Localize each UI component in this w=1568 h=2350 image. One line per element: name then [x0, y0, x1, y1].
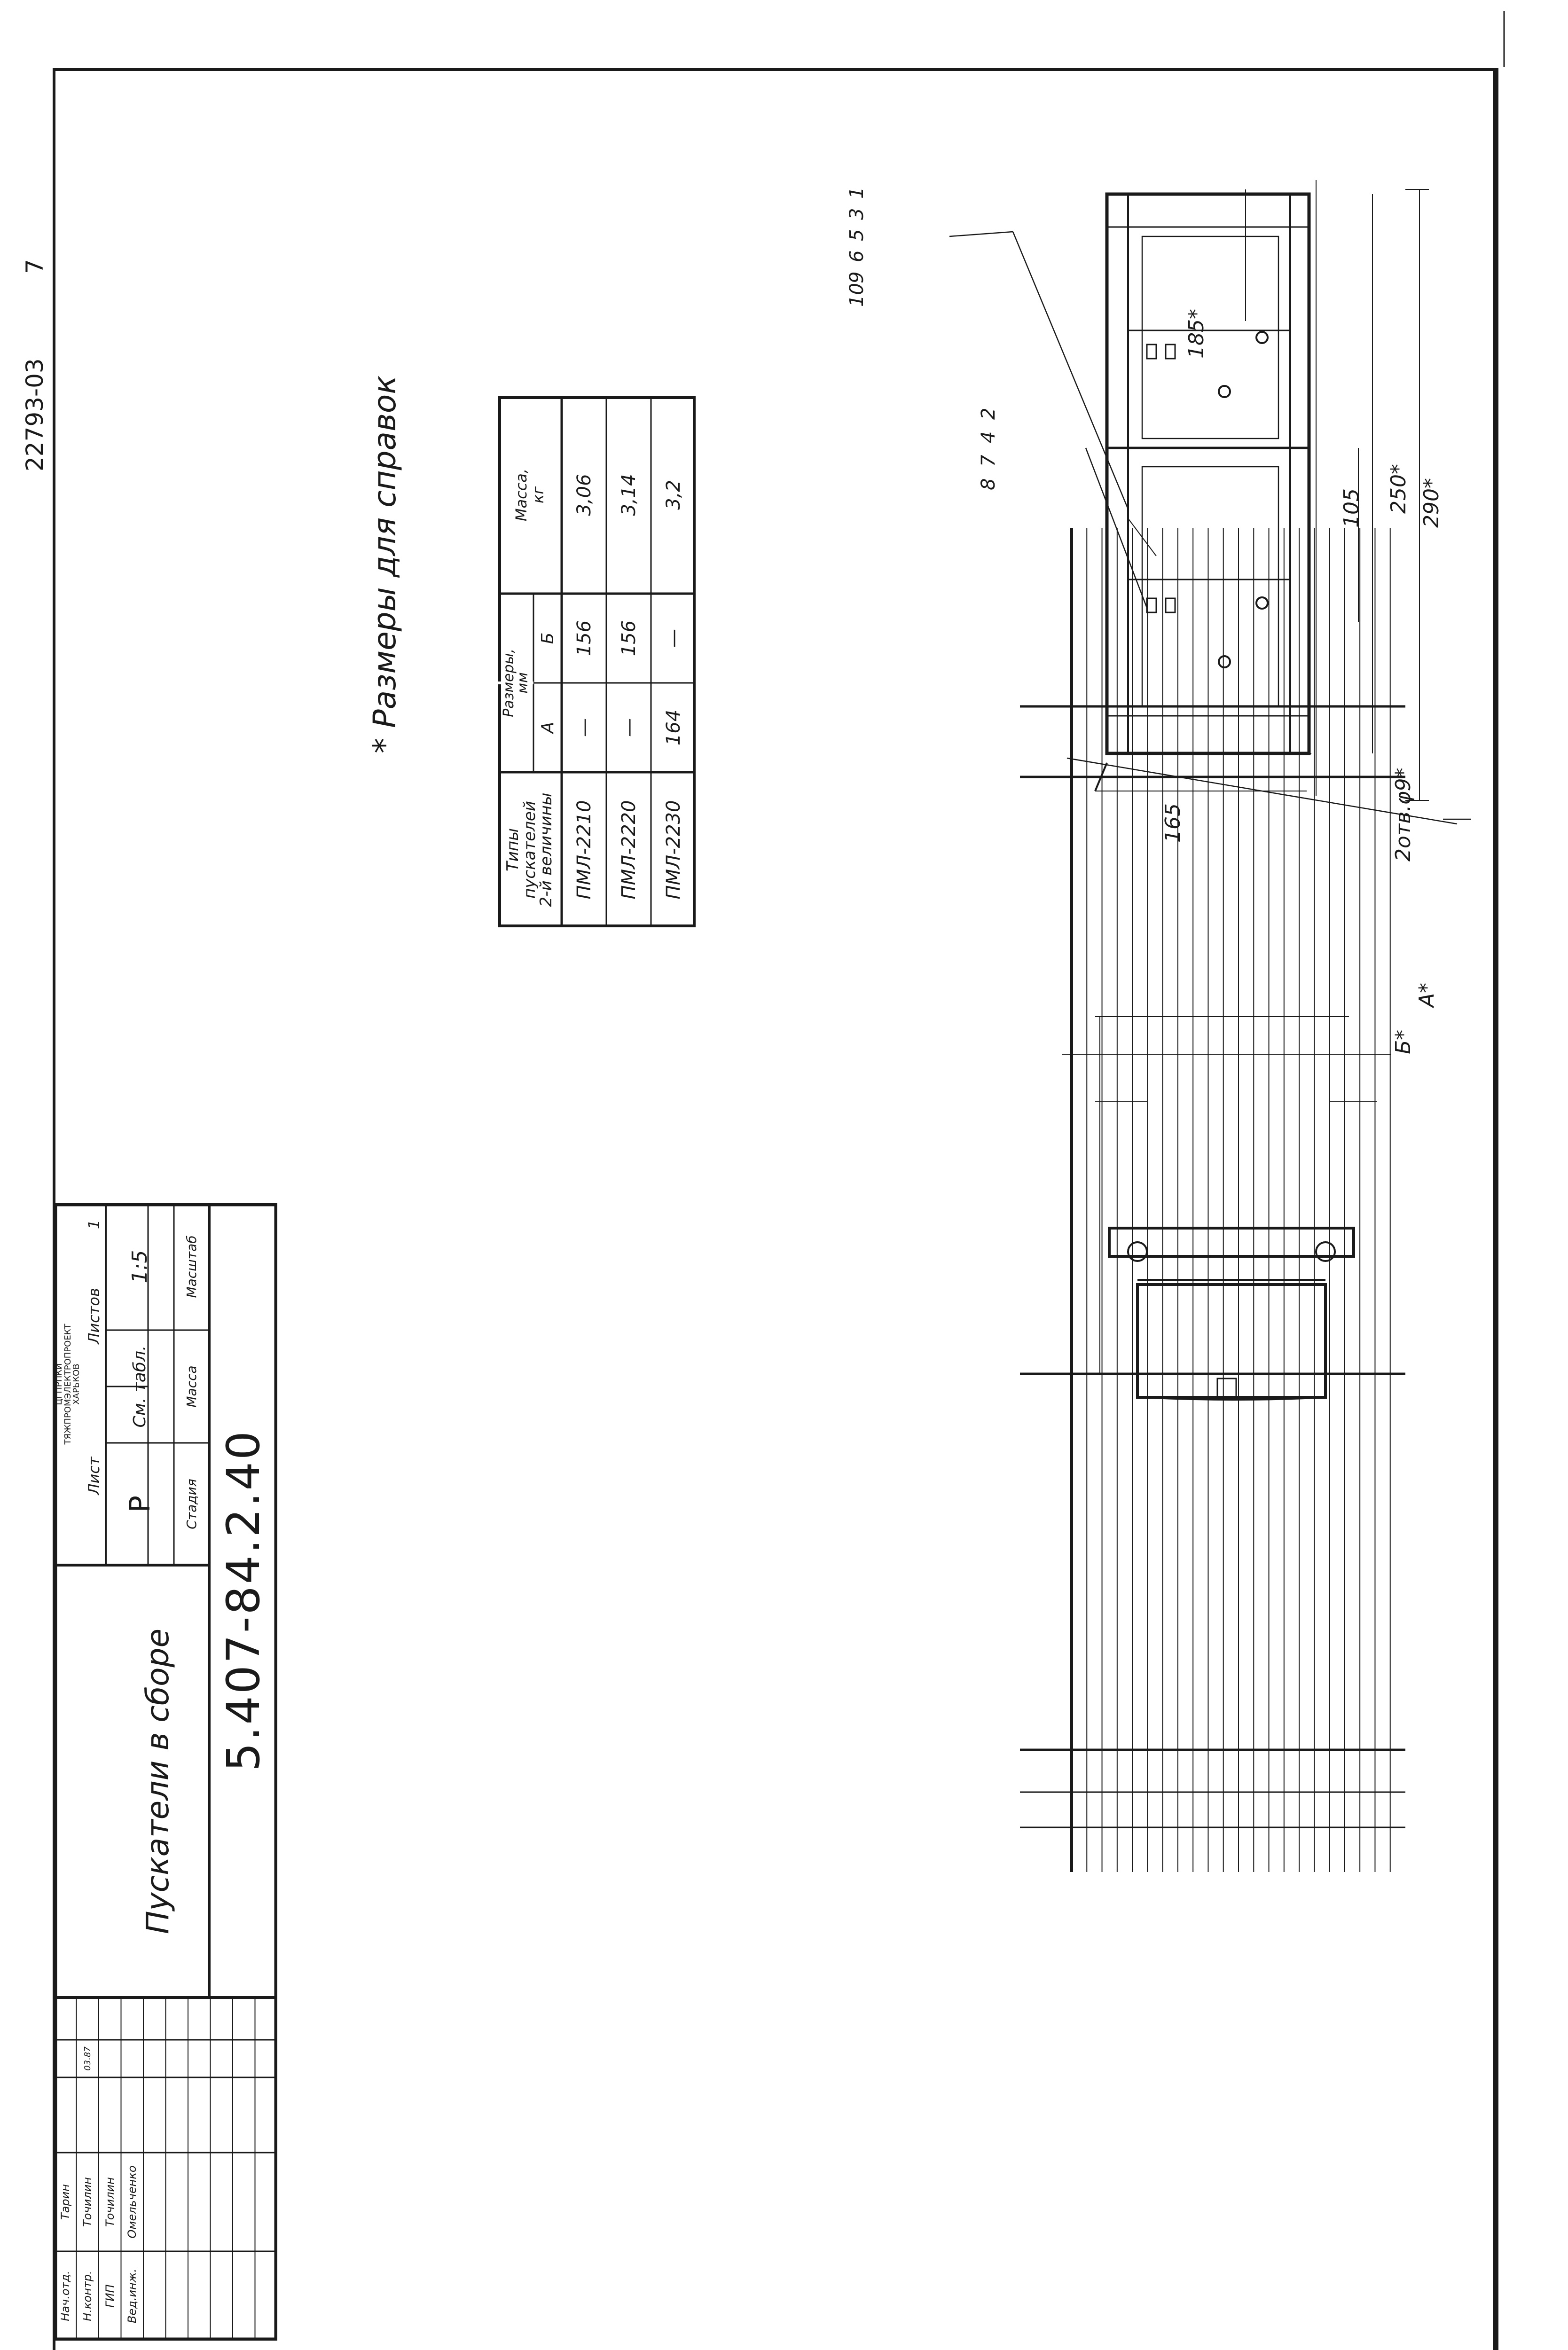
leader-label: 2: [978, 407, 999, 420]
dim-holes: 2отв.φ9*: [1391, 768, 1415, 862]
org-name-line: ЦГПРПКИ: [54, 1363, 64, 1405]
reference-note: * Размеры для справок: [367, 375, 403, 753]
sheets-label: Листов: [85, 1288, 103, 1344]
sheets-value: 1: [85, 1219, 103, 1230]
archive-number: 22793-03: [21, 358, 48, 471]
sizes-header-types-line: Типы: [503, 828, 522, 871]
sizes-cell-type: ПМЛ-2220: [618, 800, 640, 900]
dim-width-top: 185*: [1184, 309, 1208, 359]
sizes-header-types-line: пускателей: [520, 801, 539, 899]
leader-label: 1: [846, 187, 868, 199]
signer-name: Тарин: [58, 2184, 72, 2220]
dim-side-width: 165: [1161, 803, 1185, 843]
sizes-header-sizes-line: Размеры,: [500, 649, 517, 717]
sizes-header-mass-line: Масса,: [512, 468, 531, 522]
leader-label: 4: [978, 431, 999, 443]
sizes-header-mass-line: кг: [529, 486, 547, 504]
org-name-line: ХАРЬКОВ: [71, 1363, 82, 1405]
doc-title: Пускатели в сборе: [139, 1628, 176, 1935]
sizes-cell-mass: 3,14: [618, 474, 640, 516]
sizes-cell-a: —: [618, 718, 640, 737]
dim-a: А*: [1415, 982, 1439, 1007]
leader-label: 7: [978, 454, 999, 467]
leader-label: 9: [846, 271, 868, 283]
scale-value: 1:5: [128, 1250, 152, 1284]
leader-label: 8: [978, 478, 999, 490]
leader-label: 10: [846, 283, 868, 307]
leader-label: 6: [846, 250, 868, 262]
page-number: 7: [21, 259, 48, 274]
sizes-cell-type: ПМЛ-2210: [573, 800, 595, 900]
scale-label: Масштаб: [184, 1235, 199, 1298]
signer-role: ГИП: [103, 2284, 117, 2308]
sizes-header-b: Б: [538, 632, 557, 644]
signer-name: Точилин: [103, 2177, 117, 2227]
dim-height-inner: 105: [1340, 488, 1364, 528]
signer-role: Нач.отд.: [58, 2271, 72, 2321]
sign-date: 03.87: [82, 2046, 93, 2071]
signer-name: Омельченко: [125, 2165, 139, 2239]
sizes-cell-b: 156: [573, 620, 595, 657]
sizes-cell-b: —: [662, 629, 684, 648]
signer-name: Точилин: [81, 2177, 94, 2227]
sizes-cell-b: 156: [618, 620, 640, 657]
stage-label: Стадия: [184, 1479, 199, 1529]
dim-b: Б*: [1391, 1029, 1415, 1054]
org-name-line: ТЯЖПРОМЭЛЕКТРОПРОЕКТ: [63, 1324, 73, 1445]
leader-label: 3: [846, 208, 868, 220]
dim-height-outer: 290*: [1419, 478, 1443, 528]
stage-value: Р: [123, 1495, 157, 1513]
sizes-cell-a: —: [573, 718, 595, 737]
sizes-cell-mass: 3,2: [662, 480, 684, 510]
sheet-label: Лист: [85, 1457, 103, 1495]
sizes-cell-type: ПМЛ-2230: [662, 800, 684, 900]
sizes-header-a: А: [538, 721, 557, 734]
signer-role: Вед.инж.: [125, 2269, 139, 2323]
sizes-header-sizes-line: мм: [514, 672, 531, 694]
sizes-header-types-line: 2-й величины: [537, 792, 556, 907]
sizes-cell-a: 164: [662, 709, 684, 746]
leader-label: 5: [846, 229, 868, 241]
mass-value: См. табл.: [130, 1345, 149, 1428]
mass-label: Масса: [184, 1365, 199, 1408]
doc-code: 5.407-84.2.40: [217, 1429, 270, 1771]
signer-role: Н.контр.: [81, 2271, 94, 2321]
sizes-cell-mass: 3,06: [573, 474, 595, 516]
dim-height-mid: 250*: [1387, 464, 1411, 514]
